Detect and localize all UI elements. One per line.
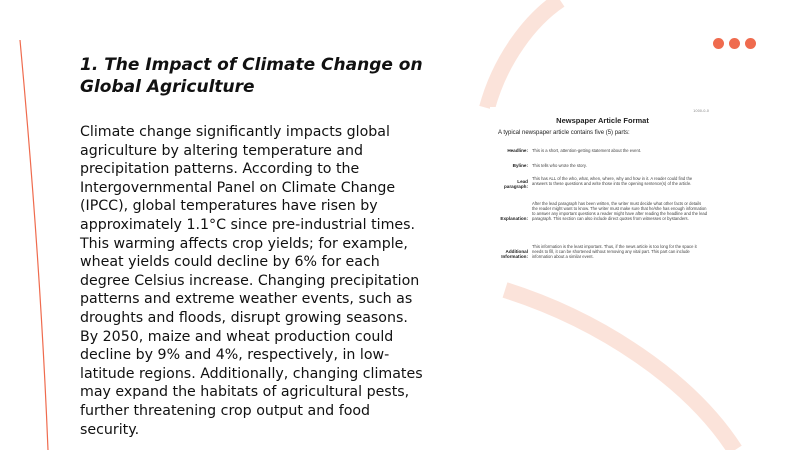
image-reference: 1000-0-0	[693, 109, 709, 113]
row-text: This tells who wrote the story.	[532, 163, 587, 168]
newspaper-format-image	[490, 107, 715, 277]
slide-title: 1. The Impact of Climate Change on Global Agriculture	[80, 55, 423, 97]
slide-body-text: Climate change significantly impacts global agriculture by altering temperature and precipitation patterns. According to the Intergovernmental Panel on Climate Change (IPCC), global temperatures have risen by approximately 1.1°C since pre-industrial times. This warming affects crop yields; for example, wheat yields could decline by 6% for each degree Celsius increase. Changing precipitation patterns and extreme weather events, such as droughts and floods, disrupt growing seasons. By 2050, maize and wheat production could decline by 9% and 4%, respectively, in low-latitude regions. Additionally, changing climates may expand the habitats of agricultural pests, further threatening crop output and food security.	[80, 124, 423, 438]
row-text: This is a short, attention-getting statement about the event.	[532, 148, 642, 153]
decorative-dots	[713, 38, 756, 49]
row-label: Explanation:	[500, 216, 528, 221]
row-label: Lead paragraph:	[504, 179, 528, 190]
row-label: Additional Information:	[501, 249, 528, 260]
row-text: This has ALL of the who, what, when, where, why and how in it. A reader could find the answers to these questions and write those into the opening sentence(s) of the article.	[532, 176, 693, 187]
image-intro: A typical newspaper article contains five (5) parts:	[498, 130, 630, 136]
dot-icon	[745, 38, 756, 49]
row-label: Headline:	[507, 148, 528, 153]
format-row-headline	[494, 148, 708, 153]
format-row-additional	[494, 244, 708, 260]
format-row-lead	[494, 176, 708, 190]
left-edge-line	[20, 40, 48, 450]
row-text: After the lead paragraph has been written, the writer must decide what other facts or details the reader might want to know. The writer must make sure that he/she has enough information to answer any important questions a reader might have after reading the headline and the lead paragraph. This section can also include direct quotes from witnesses or bystanders.	[532, 201, 708, 222]
image-title: Newspaper Article Format	[556, 116, 649, 125]
top-right-arc	[487, 0, 560, 108]
format-row-byline	[494, 163, 708, 168]
dot-icon	[713, 38, 724, 49]
format-row-explanation	[494, 201, 708, 221]
right-arc	[505, 290, 735, 450]
dot-icon	[729, 38, 740, 49]
row-text: This information is the least important. Thus, if the news article is too long for the space it needs to fill, it can be shortened without removing any vital part. This part can include information about a similar event.	[532, 244, 697, 260]
row-label: Byline:	[512, 163, 528, 168]
